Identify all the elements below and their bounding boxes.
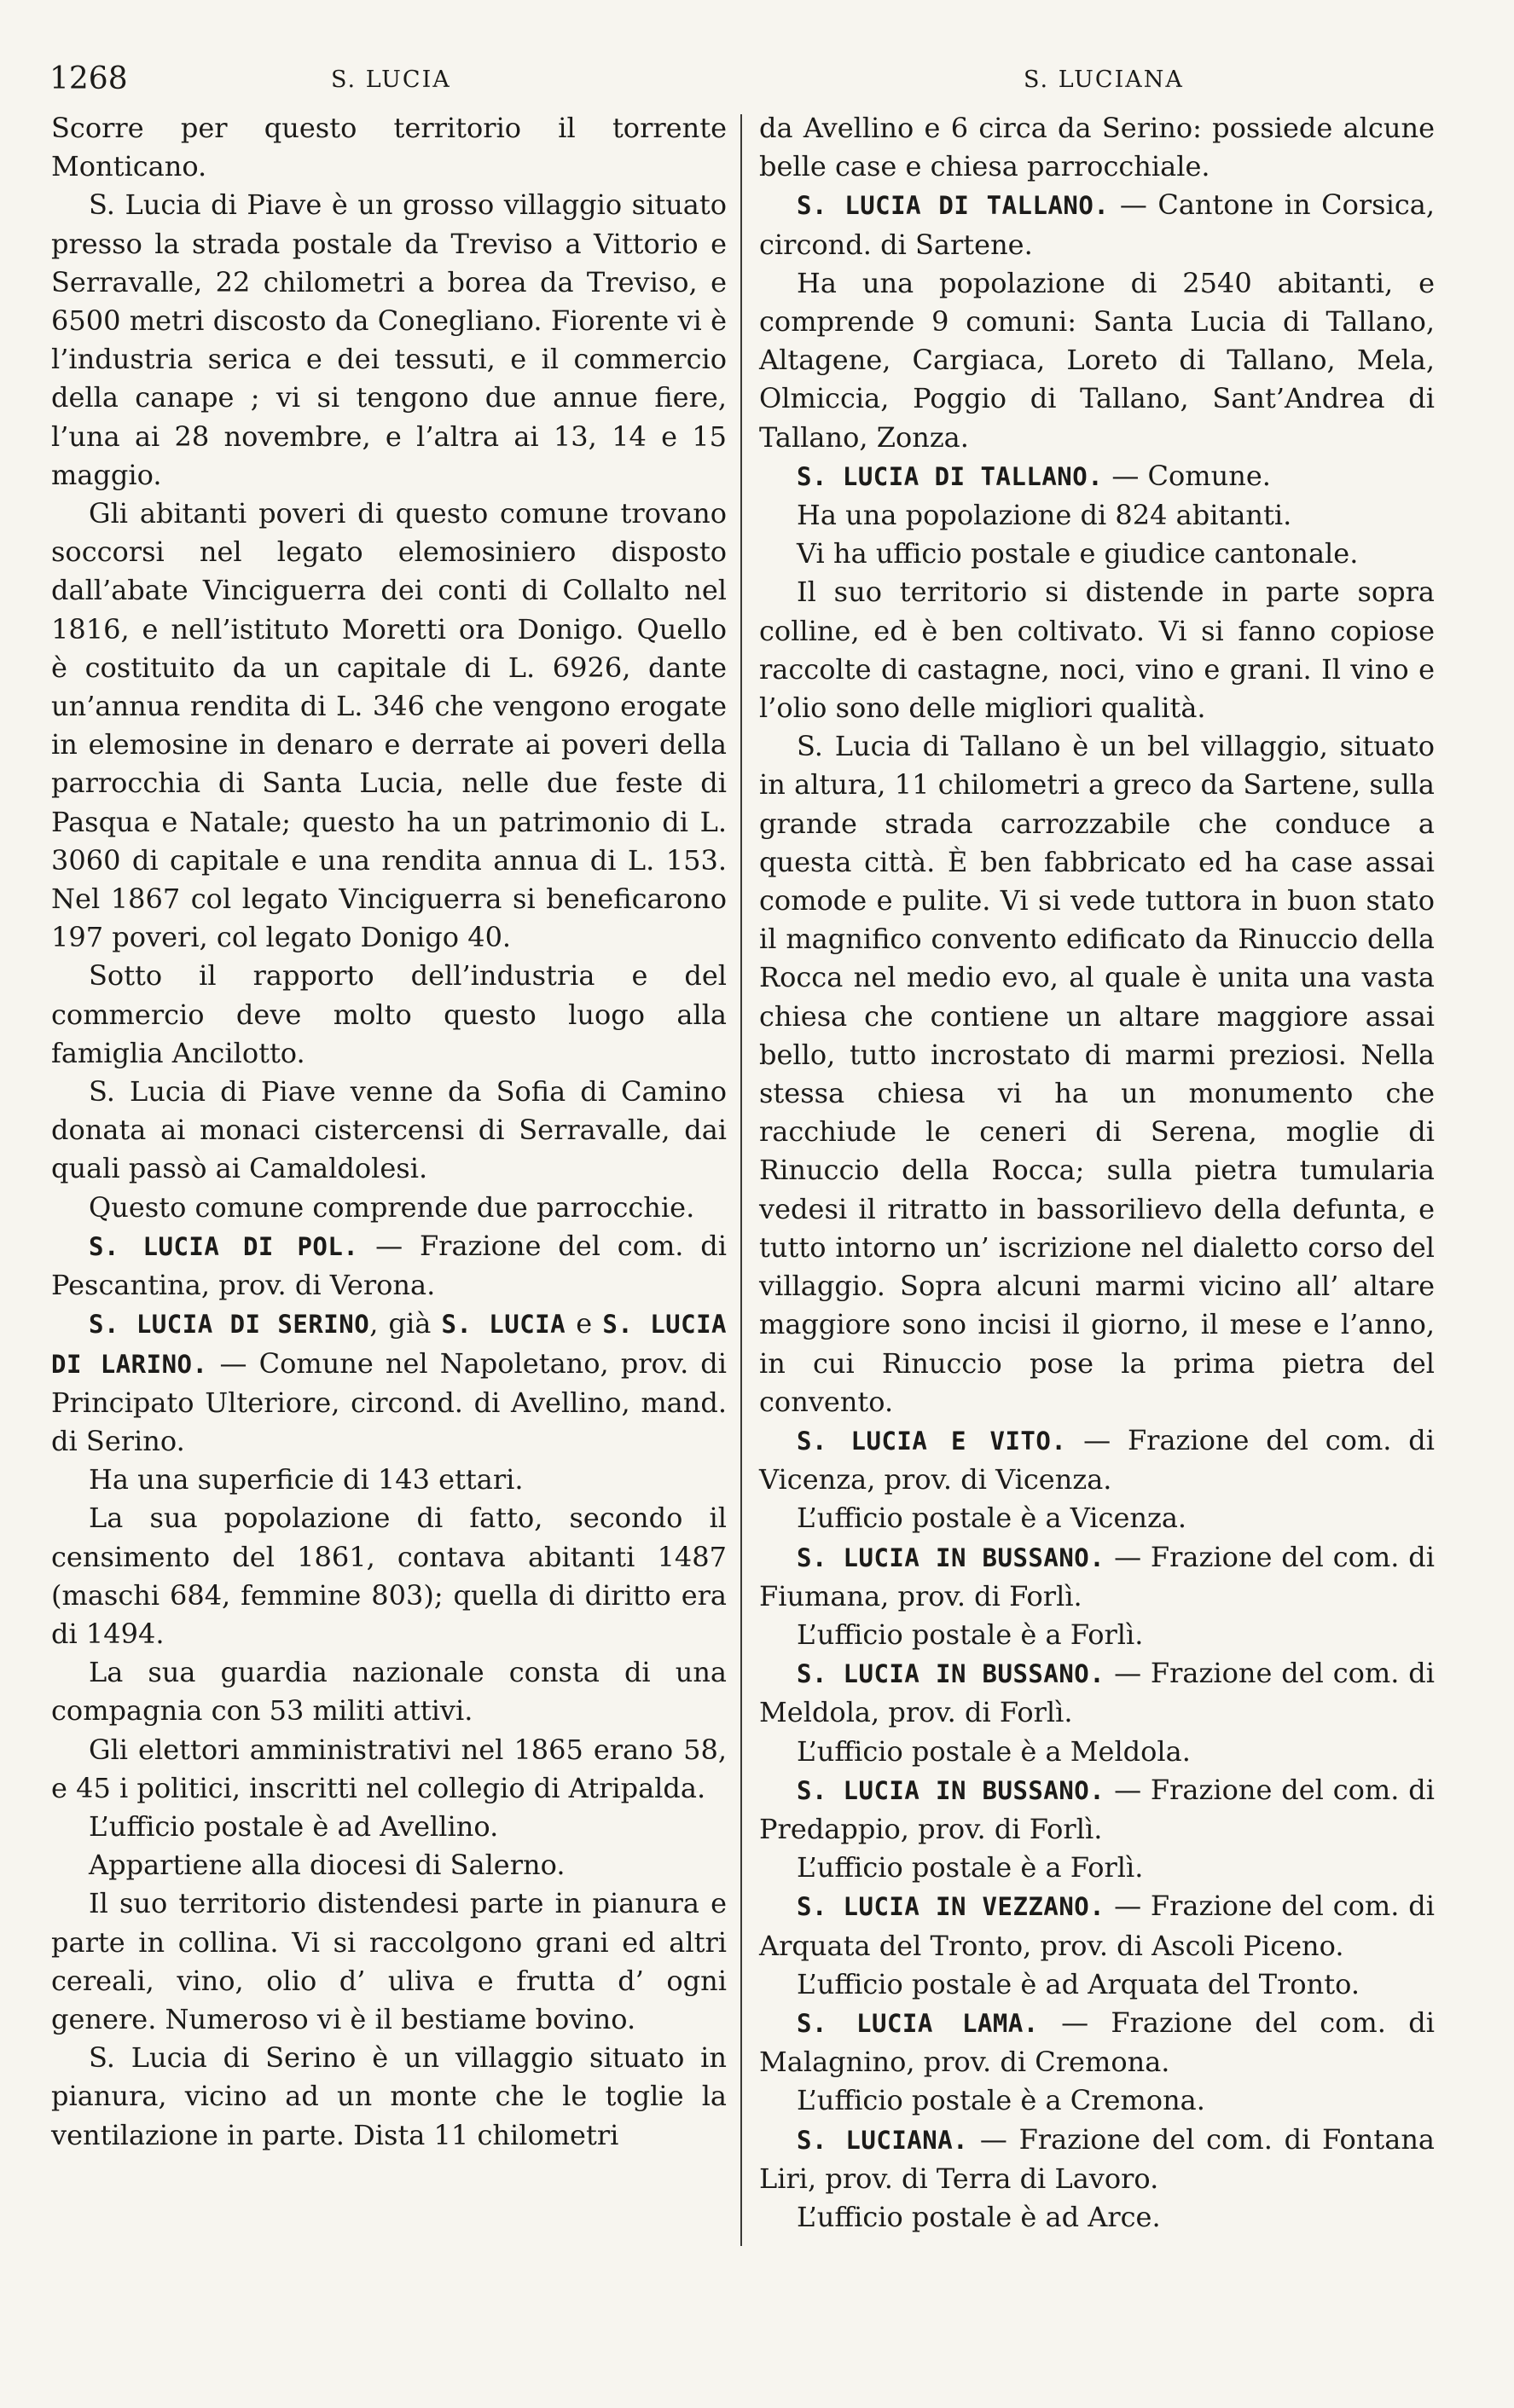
entry-text: e <box>566 1307 603 1340</box>
column-divider <box>740 114 742 2246</box>
paragraph: L’ufficio postale è a Cremona. <box>797 2084 1205 2117</box>
entry-headword: S. LUCIA IN BUSSANO. <box>797 1543 1105 1572</box>
paragraph: L’ufficio postale è ad Arce. <box>797 2200 1161 2233</box>
paragraph: Gli abitanti poveri di questo comune trovano soccorsi nel legato elemosiniero disposto dall’abate Vinciguerra dei conti di Collalto nel 1816, e nell’istituto Moretti ora Donigo. Quello è costituito da un capitale di L. 6926, dante un’annua rendita di L. 346 che vengono erogate in elemosine in denaro e derrate ai poveri della parrocchia di Santa Lucia, nelle due feste di Pasqua e Natale; questo ha un patrimonio di L. 3060 di capitale e una rendita annua di L. 153. Nel 1867 col legato Vinciguerra si beneficarono 197 poveri, col legato Donigo 40. <box>51 497 727 954</box>
entry-s-lucia-in-bussano-fiumana <box>759 1538 1435 1616</box>
entry-s-lucia-e-vito <box>759 1421 1435 1499</box>
entry-text: — Cantone in Corsica, circond. di Sartene. <box>759 188 1435 261</box>
paragraph: L’ufficio postale è a Meldola. <box>797 1734 1191 1768</box>
entry-text: — Frazione del com. di Meldola, prov. di Forlì. <box>759 1657 1435 1729</box>
paragraph: L’ufficio postale è a Forlì. <box>797 1851 1144 1884</box>
paragraph: Scorre per questo territorio il torrente Monticano. <box>51 112 727 183</box>
entry-headword: S. LUCIA IN BUSSANO. <box>797 1659 1105 1689</box>
paragraph: Ha una popolazione di 2540 abitanti, e comprende 9 comuni: Santa Lucia di Tallano, Altagene, Cargiaca, Loreto di Tallano, Mela, Olmiccia, Poggio di Tallano, Sant’Andrea di Tallano, Zonza. <box>759 266 1435 454</box>
paragraph: Ha una superficie di 143 ettari. <box>89 1463 524 1496</box>
paragraph: Sotto il rapporto dell’industria e del commercio deve molto questo luogo alla famiglia Ancilotto. <box>51 959 727 1069</box>
entry-s-lucia-lama <box>759 2004 1435 2081</box>
entry-headword: S. LUCIA IN BUSSANO. <box>797 1775 1105 1805</box>
entry-headword: S. LUCIA DI POL. <box>89 1231 359 1261</box>
paragraph: Appartiene alla diocesi di Salerno. <box>89 1849 566 1882</box>
paragraph: L’ufficio postale è ad Arquata del Tronto. <box>797 1967 1360 2000</box>
paragraph: Vi ha ufficio postale e giudice cantonale. <box>797 537 1359 570</box>
entry-text: — Frazione del com. di Fontana Liri, prov. di Terra di Lavoro. <box>759 2122 1436 2195</box>
paragraph: S. Lucia di Serino è un villaggio situato in pianura, vicino ad un monte che le toglie la ventilazione in parte. Dista 11 chilometri <box>51 2041 727 2151</box>
entry-text: — Frazione del com. di Pescantina, prov. di Verona. <box>51 1229 727 1302</box>
entry-s-lucia-di-pol <box>51 1227 727 1305</box>
entry-headword: S. LUCIA DI SERINO <box>89 1310 370 1340</box>
entry-headword: S. LUCIA <box>441 1310 566 1340</box>
entry-s-lucia-di-serino <box>51 1305 727 1461</box>
paragraph: Il suo territorio distendesi parte in pianura e parte in collina. Vi si raccolgono grani ed altri cereali, vino, olio d’ uliva e frutta d’ ogni genere. Numeroso vi è il bestiame bovino. <box>51 1887 727 2035</box>
paragraph: Questo comune comprende due parrocchie. <box>89 1190 695 1224</box>
entry-text: — Frazione del com. di Arquata del Tronto, prov. di Ascoli Piceno. <box>759 1890 1435 1962</box>
entry-s-lucia-di-tallano-comune <box>759 457 1435 496</box>
paragraph: S. Lucia di Piave è un grosso villaggio situato presso la strada postale da Treviso a Vittorio e Serravalle, 22 chilometri a borea da Treviso, e 6500 metri discosto da Conegliano. Fiorente vi è l’industria serica e dei tessuti, e il commercio della canape ; vi si tengono due annue fiere, l’una ai 28 novembre, e l’altra ai 13, 14 e 15 maggio. <box>51 188 727 491</box>
paragraph: S. Lucia di Piave venne da Sofia di Camino donata ai monaci cistercensi di Serravalle, dai quali passò ai Camaldolesi. <box>51 1075 727 1185</box>
left-column <box>51 109 727 2155</box>
entry-s-lucia-in-bussano-predappio <box>759 1771 1435 1849</box>
entry-text: — Frazione del com. di Predappio, prov. di Forlì. <box>759 1773 1435 1845</box>
paragraph: S. Lucia di Tallano è un bel villaggio, situato in altura, 11 chilometri a greco da Sartene, sulla grande strada carrozzabile che conduce a questa città. È ben fabbricato ed ha case assai comode e pulite. Vi si vede tuttora in buon stato il magnifico convento edificato da Rinuccio della Rocca nel medio evo, al quale è unita una vasta chiesa che contiene un altare maggiore assai bello, tutto incrostato di marmi preziosi. Nella stessa chiesa vi ha un monumento che racchiude le ceneri di Serena, moglie di Rinuccio della Rocca; sulla pietra tumularia vedesi il ritratto in bassorilievo della defunta, e tutto intorno un’ iscrizione nel dialetto corso del villaggio. Sopra alcuni marmi vicino all’ altare maggiore sono incisi il giorno, il mese e l’anno, in cui Rinuccio pose la prima pietra del convento. <box>759 730 1435 1418</box>
entry-text: , già <box>369 1307 442 1340</box>
running-head-left: S. LUCIA <box>331 67 451 93</box>
entry-headword: S. LUCIA DI TALLANO. <box>797 191 1110 221</box>
paragraph: Ha una popolazione di 824 abitanti. <box>797 499 1292 532</box>
paragraph: L’ufficio postale è a Vicenza. <box>797 1502 1187 1535</box>
entry-s-lucia-in-vezzano <box>759 1887 1435 1965</box>
running-head-right: S. LUCIANA <box>1024 67 1184 93</box>
entry-headword: S. LUCIANA. <box>797 2125 969 2155</box>
entry-s-lucia-di-tallano-cantone <box>759 186 1435 263</box>
page-number: 1268 <box>49 61 128 96</box>
entry-headword: S. LUCIA IN VEZZANO. <box>797 1892 1105 1922</box>
entry-text: — Frazione del com. di Malagnino, prov. di Cremona. <box>759 2006 1436 2079</box>
paragraph: Gli elettori amministrativi nel 1865 erano 58, e 45 i politici, inscritti nel collegio di Atripalda. <box>51 1733 727 1804</box>
entry-text: — Frazione del com. di Fiumana, prov. di Forlì. <box>759 1540 1435 1612</box>
entry-s-lucia-in-bussano-meldola <box>759 1654 1435 1732</box>
paragraph: L’ufficio postale è ad Avellino. <box>89 1809 499 1843</box>
paragraph: La sua guardia nazionale consta di una compagnia con 53 militi attivi. <box>51 1656 727 1728</box>
entry-headword: S. LUCIA DI LARINO. <box>51 1310 727 1379</box>
entry-headword: S. LUCIA LAMA. <box>797 2008 1039 2038</box>
entry-headword: S. LUCIA DI TALLANO. <box>797 461 1104 491</box>
entry-s-luciana <box>759 2121 1435 2198</box>
paragraph: da Avellino e 6 circa da Serino: possiede alcune belle case e chiesa parrocchiale. <box>759 112 1435 183</box>
entry-headword: S. LUCIA E VITO. <box>797 1426 1067 1456</box>
right-column <box>759 109 1435 2237</box>
entry-text: — Frazione del com. di Vicenza, prov. di Vicenza. <box>759 1423 1435 1496</box>
paragraph: Il suo territorio si distende in parte sopra colline, ed è ben coltivato. Vi si fanno copiose raccolte di castagne, noci, vino e grani. Il vino e l’olio sono delle migliori qualità. <box>759 576 1435 725</box>
entry-text: — Comune nel Napoletano, prov. di Principato Ulteriore, circond. di Avellino, mand. di Serino. <box>51 1346 727 1457</box>
paragraph: La sua popolazione di fatto, secondo il censimento del 1861, contava abitanti 1487 (maschi 684, femmine 803); quella di diritto era di 1494. <box>51 1502 727 1650</box>
paragraph: L’ufficio postale è a Forlì. <box>797 1618 1144 1651</box>
page-header <box>49 61 1436 104</box>
entry-text: — Comune. <box>1103 459 1271 492</box>
